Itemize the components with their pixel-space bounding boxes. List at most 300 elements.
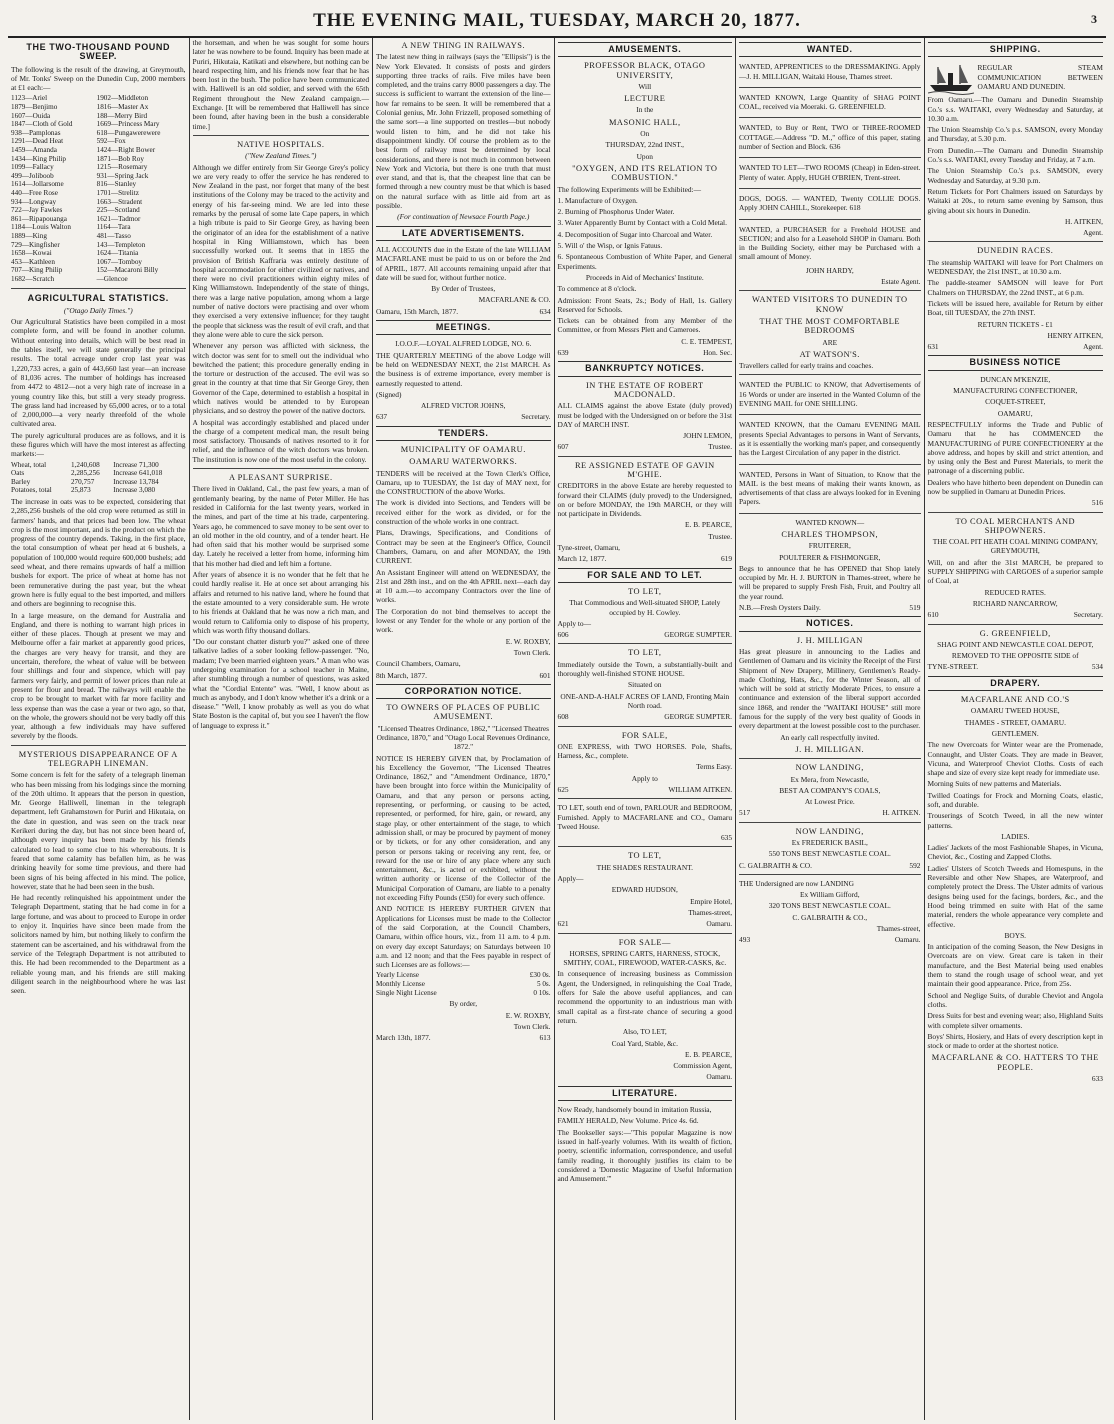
table-row: Oats 2,285,256 Increase 641,018 [11,469,163,478]
shipping-role: Agent. [1083,228,1103,238]
tolet-text: ONE-AND-A-HALF ACRES OF LAND, Fronting Main North road. [560,691,730,710]
bankruptcy-header [558,361,733,376]
milligan-sign: J. H. MILLIGAN. [795,744,865,754]
gavin-sign: E. B. PEARCE, [685,520,733,530]
landing-text: 550 TONS BEST NEWCASTLE COAL. [768,849,891,859]
wanted-ad: WANTED, to Buy or Rent, TWO or THREE-ROOMED COTTAGE.—Address "D. M.," office of this paper, stating number of Section and Block. 636 [739,123,921,152]
landing-text: Ex FREDERICK BASIL, [791,838,868,847]
shipping-header [928,42,1104,57]
tenders-header [376,426,551,441]
races-heading: DUNEDIN RACES. [977,246,1054,256]
notices-title: NOTICES. [806,618,854,629]
macfarlane-text: In anticipation of the coming Season, the New Designs in Overcoats are on view. Great care is taken in their manufacture, and the Best Material being used enables them to stand the rough usage of school wear, and yet maintain their good appearance. Price, from 25s. [927,942,1103,989]
tender-place: Council Chambers, Oamaru, [376,659,461,669]
tender-paragraph: The Corporation do not bind themselves to accept the lowest or any Tender for the whole or any portion of the work. [376,606,551,635]
late-firm: MACFARLANE & CO. [478,295,551,305]
bankruptcy-estate: IN THE ESTATE OF ROBERT MACDONALD. [585,380,704,399]
column-2 [190,38,374,1420]
thompson-heading: WANTED KNOWN— [795,517,865,527]
divider [928,624,1104,625]
wanted-ad: WANTED the PUBLIC to KNOW, that Advertisements of 16 Words or under are inserted in the Wanted Column of the EVENING MAIL for ONE SHILLING. [739,380,921,409]
table-row: Monthly License 5 0s. [376,980,551,989]
tender-works: OAMARU WATERWORKS. [409,457,518,467]
divider [739,513,920,514]
steamship-icon [928,61,974,95]
table-row: Yearly License £30 0s. [376,971,551,980]
rail-continuation: (For continuation of Newsace Fourth Page.) [397,212,530,222]
bankruptcy-sign: JOHN LEMON, [683,431,733,441]
table-row: 707—King Philip 152—Macaroni Billy [11,266,159,275]
divider [928,512,1104,513]
gavin-notice: CREDITORS in the above Estate are hereby requested to forward their CLAIMS (duly proved) to the Undersigned, on or before MONDAY, the 19th MARCH, or they will not participate in Dividends. [557,481,733,519]
shipping-heading: REGULAR STEAM COMMUNICATION BETWEEN OAMARU AND DUNEDIN. [977,63,1103,91]
sweep-intro: The following is the result of the drawing, at Greymouth, of Mr. Tonks' Sweep on the Dunedin Cup, 2000 members at £1 each:— [11,64,186,93]
table-row: 453—Kathleen 1067—Tomboy [11,257,143,266]
tolet-text: Apply— [557,874,584,884]
corporation-by: By order, [449,999,478,1009]
native-title: NATIVE HOSPITALS. [237,139,325,149]
table-row: 1434—King Philip 1871—Bob Roy [11,154,144,163]
corporation-to: TO OWNERS OF PLACES OF PUBLIC AMUSEMENT. [386,703,541,722]
divider [11,745,186,746]
tolet-text: THE SHADES RESTAURANT. [596,862,693,872]
bankruptcy-footer: 607 Trustee. [557,442,733,452]
surprise-paragraph: "Do our constant chatter disturb you?" asked one of three talkative ladies of a sober looking fellow-passenger. "No, madam; I've been married eighteen years." A man who was undergoing examination for a school teacher in Maine, after stumbling through a number of questions, was asked what the "Cordial Entente" was. "Well, I know about as much as anybody, and I don't know whether it's a drink or a disease." "Well, I know probably as well as you do what State Boston is the capital of, but you see I haven't the flow of language to express it." [192,637,370,730]
macfarlane-heading: MACFARLANE AND CO.'S [960,695,1070,705]
table-row: Potatoes, total 25,873 Increase 3,080 [11,486,156,495]
tolet-text: Thames-street, [688,907,733,917]
literature-header [558,1086,733,1101]
corporation-header [376,684,551,699]
divider [739,290,920,291]
milligan-text: An early call respectfully invited. [780,732,880,742]
ad-number: 516 [1091,498,1103,508]
corporation-footer: March 13th, 1877. 613 [376,1033,551,1043]
races-tickets: RETURN TICKETS - £1 [977,319,1053,329]
lecture-text: Tickets can be obtained from any Member of the Committee, or from Messrs Plett and Cameroes. [557,316,733,335]
business-header [928,355,1104,370]
divider [558,798,733,799]
divider [558,456,733,457]
wanted-text: Travellers called for early trains and coaches. [739,361,874,371]
notices-header [739,616,920,631]
corporation-role: Town Clerk. [513,1021,551,1031]
wanted-ad: WANTED, Persons in Want of Situation, to Know that the MAIL is the best means of making their wants known, as advertisements of that class are always looked for in Evening Papers. [739,469,921,507]
landing-text: C. GALBRAITH & CO., [792,912,868,922]
literature-text: Now Ready, handsomely bound in imitation Russia, [557,1105,712,1115]
landing-footer: C. GALBRAITH & CO. 592 [739,860,921,870]
meetings-title: MEETINGS. [435,322,491,333]
list-item: 5. Will o' the Wisp, or Ignis Fatuus. [557,241,663,251]
table-row: 499—Joliboob 931—Spring Jack [11,171,149,180]
macfarlane-text: Boys' Shirts, Hosiery, and Hats of every description kept in stock or made to order at the shortest notice. [927,1031,1103,1051]
macfarlane-subhead: BOYS. [1004,930,1027,940]
business-name: DUNCAN M'KENZIE, [980,374,1051,384]
late-title: LATE ADVERTISEMENTS. [402,227,525,238]
landing-text: BEST AA COMPANY'S COALS, [779,785,881,795]
late-footer: Oamaru, 15th March, 1877. 634 [376,306,551,316]
wanted-heading: THAT THE MOST COMFORTABLE BEDROOMS [759,316,900,336]
forsale-text: E. B. PEARCE, [685,1049,733,1059]
lecture-text: Admission: Front Seats, 2s.; Body of Hall, 1s. Gallery Reserved for Schools. [557,295,733,314]
table-row: 1614—Jollarsome 816—Stanley [11,180,137,189]
divider [193,468,370,469]
wanted-ad: DOGS, DOGS. — WANTED, Twenty COLLIE DOGS. Apply JOHN CAHILL, Storekeeper. 618 [739,193,921,213]
shipping-text: Return Tickets for Port Chalmers issued on Saturdays by Waitaki at 20s., to return same evening by Samson, thus giving about six hours in Dunedin. [927,186,1103,215]
list-item: 4. Decomposition of Sugar into Charcoal and Water. [557,229,713,239]
tender-sign: E. W. ROXBY, [505,636,551,646]
thompson-text: Begs to announce that he has OPENED that Shop lately occupied by Mr. H. J. BURTON in Thames-street, where he will be prepared to supply Fresh Fish, Fruit, and Poultry all the year round. [739,563,921,601]
divider [558,933,733,934]
tolet-text: EDWARD HUDSON, [611,885,678,895]
macfarlane-text: Trouserings of Scotch Tweed, in all the new winter patterns. [927,811,1103,830]
tolet-footer: 608 GEORGE SUMPTER. [557,712,733,722]
macfarlane-text: Ladies' Ulsters of Scotch Tweeds and Homespuns, in the Reversible and other New Shapes, are Waterproof, and completely protect the Dress. The Ulster admits of various designs being used for the facings, borders, &c., and the Hood being trimmed en suite with Hat of the same material, renders the whole appearance very complete and effective. [927,863,1103,929]
forsale-footer: 625 WILLIAM AITKEN. [557,785,733,794]
table-row: 1879—Benjimo 1816—Master Ax [11,103,149,112]
tolet-text: TO LET, south end of town, PARLOUR and BEDROOM, Furnished. Apply to MACFARLANE and CO., Oamaru Tweed House. [557,803,733,831]
tender-paragraph: An Assistant Engineer will attend on WEDNESDAY, the 21st and 28th inst., and on the 4th APRIL next—each day at 10 a.m.—to accompany Contractors over the line of works. [376,567,551,605]
lecture-hall: MASONIC HALL, [608,117,681,127]
column-5 [736,38,924,1420]
table-row: 722—Jay Fawkes 225—Scotland [11,206,140,215]
forsale-text: Commission Agent, [673,1061,733,1071]
page-number: 3 [1091,12,1098,26]
gavin-place: Tyne-street, Oamaru, [557,543,621,553]
corporation-title: CORPORATION NOTICE. [404,685,522,696]
landing-heading: NOW LANDING, [795,763,864,773]
landing-footer: 493 Oamaru. [739,935,921,945]
macfarlane-text: Twilled Coatings for Frock and Morning Coats, elastic, soft, and durable. [927,790,1103,809]
table-row: 1123—Ariel 1902—Middleton [11,94,149,103]
late-notice: ALL ACCOUNTS due in the Estate of the late WILLIAM MACFARLANE must be paid to us on or before the 2nd of APRIL, 1877. All accounts remaining unpaid after that date will be sued for, without further notice. [376,244,551,282]
column-4 [555,38,737,1420]
meeting-signed: (Signed) [376,389,402,399]
wanted-role: Estate Agent. [881,277,921,287]
macfarlane-text: The new Overcoats for Winter wear are the Promenade, Connaught, and Ulster Coats. They are made in Beaver, Vicuna, and Waterproof Cheviot Cloths. Costs of each shape and size of every size kept ready for immediate use. [927,740,1103,778]
coal-footer: 610 Secretary. [927,610,1103,620]
table-row: 1184—Louis Walton 1164—Tara [11,223,131,232]
native-paragraph: Whenever any person was afflicted with sickness, the witch doctor was sent for to smell out the individual who bewitched the patient; this procedure generally ending in the torture or destruction of the accused. The evil was so great in the country at that time that Sir George Grey, then Governor of the Cape, determined to establish a hospital in which natives would be attended to by European physicians, and so destroy the power of the native doctors. [192,341,370,416]
landing-text: THE Undersigned are now LANDING [739,878,854,888]
races-footer: 631 Agent. [927,342,1103,352]
landing-text: At Lowest Price. [804,797,855,807]
races-text: Tickets will be issued here, available for Return by either Boat, till TUESDAY, the 27th INST. [927,298,1103,318]
greenfield-footer: TYNE-STREET. 534 [927,662,1103,672]
divider [558,726,733,727]
wanted-heading: WANTED VISITORS TO DUNEDIN TO KNOW [752,295,908,314]
literature-title: LITERATURE. [612,1087,678,1098]
lecture-text: The following Experiments will be Exhibited:— [557,184,702,194]
agri-title: AGRICULTURAL STATISTICS. [27,292,169,303]
lecture-sign: C. E. TEMPEST, [681,336,733,346]
business-trade: MANUFACTURING CONFECTIONER, [953,386,1078,396]
column-1 [8,38,190,1420]
meeting-name: ALFRED VICTOR JOHNS, [421,401,506,411]
table-row: 934—Longway 1663—Stradent [11,197,143,206]
races-text: The steamship WAITAKI will leave for Port Chalmers on WEDNESDAY, the 21st INST., at 10.30 a.m. [927,257,1103,277]
business-title: BUSINESS NOTICE [969,357,1061,368]
landing-footer: 517 H. AITKEN. [739,808,921,818]
table-row: 861—Ripapouanga 1621—Tadmor [11,214,141,223]
tolet-footer: 606 GEORGE SUMPTER. [557,630,733,640]
lecture-text: In the [636,105,654,115]
tolet-heading: TO LET, [628,648,662,658]
shipping-block [928,61,1104,95]
mystery-paragraph: He had recently relinquished his appointment under the Telegraph Department, stating that he had come in for a large fortune, and was about to proceed to Europe in order to enjoy it. Inquiries have since been made from the solicitors named by him, but nothing likely to confirm the statement can be ascertained, and his withdrawal from the service of the Telegraph Department is not attributed to this. He had been recommended to the Department as a reliable young man, and his friends are still making diligent search in the neighbourhood where he was last seen. [11,893,186,996]
table-row: Barley 270,757 Increase 13,784 [11,477,159,486]
divider [739,822,920,823]
native-paragraph: A hospital was accordingly established and placed under the charge of a competent medical man, the result being most satisfactory. Thousands of natives resorted to it for relief, and the influence of the witch doctors was broken. The institution is now one of the most useful in the colony. [192,417,370,464]
wanted-text: ARE [822,337,838,347]
macfarlane-subhead: LADIES. [1001,831,1030,841]
thompson-trade: POULTERER & FISHMONGER, [779,552,881,562]
landing-text: Thames-street, [876,924,921,934]
business-text: Dealers who have hitherto been dependent on Dunedin can now be supplied in Oamaru at Dunedin Prices. [927,477,1103,496]
divider [11,288,186,289]
forsale-heading: FOR SALE, [621,730,668,740]
divider [928,241,1104,242]
agri-paragraph: The purely agricultural produces are as follows, and it is these figures which will have the most interest as affecting markets:— [11,430,186,459]
lecture-date: THURSDAY, 22nd INST., [605,140,685,150]
tolet-text: Empire Hotel, [690,896,733,906]
amusements-title: AMUSEMENTS. [608,44,682,54]
mystery-title: MYSTERIOUS DISAPPEARANCE OF A TELEGRAPH LINEMAN. [18,749,178,768]
wanted-header [739,42,920,57]
macfarlane-text: Dress Suits for best and evening wear; also, Highland Suits with complete silver ornaments. [927,1011,1103,1030]
divider [739,87,920,88]
tolet-heading: TO LET, [628,851,662,861]
divider [739,157,920,158]
wanted-ad: WANTED, a PURCHASER for a Freehold HOUSE and SECTION; and also for a Leasehold SHOP in Oamaru. Both in the Building Society, either may be Purchased with a small amount of Money. [739,224,921,262]
mystery-paragraph: Some concern is felt for the safety of a telegraph lineman who has been missing from his lodgings since the morning of the 20th ultimo. It appears that the person in question, Mr. George Halliwell, lineman in the telegraph department, left Grahamstown for Puriri and Hikutaia, on the date in question, and was seen on the track near Kerikeri during the day, but has not since been heard of, although every inquiry has been made by his friends calculated to lead to some clue to his whereabouts. It is feared that some calamity has befallen him, as he was drinking heavily for some time previous, and there had been signs of his being affected in his mind. The police, however, state that he had been seen in the bush. [11,770,186,891]
table-row: 1889—King 481—Tasso [11,231,131,240]
tender-paragraph: The work is divided into Sections, and Tenders will be received either for the work as divided, or for the construction of the whole works in one contract. [376,498,551,527]
thompson-footer: N.B.—Fresh Oysters Daily. 519 [739,603,921,613]
divider [739,874,920,875]
gavin-title: RE ASSIGNED ESTATE OF GAVIN M'GHIE. [574,460,715,479]
tender-paragraph: TENDERS will be received at the Town Clerk's Office, Oamaru, up to TUESDAY, the 1st day of MAY next, for the CONSTRUCTION of the above Works. [376,468,551,497]
lecture-text: Upon [636,151,653,161]
macfarlane-text: OAMARU TWEED HOUSE, [970,706,1060,716]
corporation-paragraph: AND NOTICE IS HEREBY FURTHER GIVEN that Applications for Licenses must be made to the Collector of the said Corporation, at the Council Chambers, Oamaru, within office hours, viz., from 11 a.m. to 4 p.m. on every day except Saturdays; on Saturdays between 10 a.m. and 12 noon; and that the Fees payable in respect of such Licenses are as follows:— [376,904,551,970]
list-item: 3. Water Apparently Burnt by Contact with a Cold Metal. [557,218,727,228]
drapery-title: DRAPERY. [990,677,1041,688]
divider [558,846,733,847]
greenfield-heading: G. GREENFIELD, [979,628,1051,638]
macfarlane-subhead: GENTLEMEN. [991,728,1039,738]
divider [739,414,920,415]
agri-paragraph: Our Agricultural Statistics have been compiled in a most complete form, and will be found in another column. Without entering into details, which will be best read in the tables itself, we will state generally the principal results. The total acreage under crop last year was 1,220,733 acres, a gain of 443,660 last year—an increase of 81,036 acres. The number of holdings has increased from 4472 to 4812—not a very high rate of increase in a young country like this, but still a very steady progress. The grass land had increased by 65,000 acres, or to a total of 2,000,000—a very nearly threefold of the whole cultivated area. [11,317,186,429]
greenfield-text: SHAG POINT AND NEWCASTLE COAL DEPOT, [937,639,1094,649]
tender-footer: 8th March, 1877. 601 [376,670,551,680]
table-row: 1459—Amanda 1424—Right Bower [11,146,156,155]
meeting-footer: 637 Secretary. [376,412,551,422]
bankruptcy-notice: ALL CLAIMS against the above Estate (duly proved) must be lodged with the Undersigned on or before the 31st DAY of MARCH INST. [557,401,733,429]
corporation-acts: "Licensed Theatres Ordinance, 1862," "Licensed Theatres Ordinance, 1870," and "Otago Local Revenues Ordinance, 1872." [376,723,550,752]
table-row: 1607—Ouida 188—Merry Bird [11,111,148,120]
coal-sign: RICHARD NANCARROW, [972,598,1058,608]
tender-municipality: MUNICIPALITY OF OAMARU. [400,444,526,454]
coal-rates: REDUCED RATES. [984,587,1046,597]
macfarlane-text: School and Neglige Suits, of durable Cheviot and Angola cloths. [927,990,1103,1009]
greenfield-text: REMOVED TO THE OPPOSITE SIDE of [951,651,1079,661]
macfarlane-text: THAMES - STREET, OAMARU. [964,717,1066,727]
divider [558,643,733,644]
surprise-paragraph: There lived in Oakland, Cal., the past few years, a man of gentlemanly bearing, by the name of Peter Miller. He has resided in California for the last twenty years, worked in the mines, and part of the time at his trade, carpentering. Years ago, he commenced to save money to be sent over to an old mother in the old country, and of a tender heart. He had often said that his mother would be surprised some day. Lately he received a letter from home, informing him that his mother had died and left him a fortune. [192,484,370,568]
sweep-title: THE TWO-THOUSAND POUND SWEEP. [26,42,171,62]
races-sign: HENRY AITKEN, [1047,330,1103,340]
table-row: 1658—Kowai 1624—Titania [11,249,139,258]
tolet-heading: TO LET, [628,586,662,596]
races-text: The paddle-steamer SAMSON will leave for Port Chalmers on THURSDAY, the 22nd INST., at 6 p.m. [927,278,1103,297]
tenders-title: TENDERS. [438,427,489,438]
shipping-text: From Dunedin.—The Oamaru and Dunedin Steamship Co.'s s.s. WAITAKI, every Tuesday and Friday, at 7 a.m. [927,145,1103,165]
surprise-title: A PLEASANT SURPRISE. [228,473,333,483]
thompson-trade: FRUITERER, [808,541,851,551]
tolet-text: That Commodious and Well-situated SHOP, Lately occupied by H. Cowley. [569,598,721,617]
sweep-table [11,94,186,283]
rail-paragraph: The latest new thing in railways (says the "Ellipsis") is the New York Elevated. It consists of posts and girders supporting three tracks of rails. Five miles have been completed, and the trains carry 8000 passengers a day. The success is sufficient to warrant the extension of the line—how far remains to be seen. It will be remembered that a Colonial genius, Mr. John Frizzell, proposed something of the same sort—a line supported on trestles—but nobody would listen to him, and he did not take his disappointment kindly. Of course the problem as to the best form of railway must be determined by local considerations, and there is not much in common between New York and Victoria, but there is one truth that must ever stand, and that is, that the cheapest line that can be formed through a new country must be that which is based on the natural surface with as little aid from art as possible. [376,52,551,211]
native-source: ("New Zealand Times.") [245,151,317,161]
shipping-text: The Union Steamship Co.'s p.s. SAMSON, every Wednesday and Saturday, at 9.30 p.m. [927,166,1103,185]
lecture-footer: 639 Hon. Sec. [557,348,733,358]
forsale-text: Coal Yard, Stable, &c. [611,1038,678,1048]
landing-heading: NOW LANDING, [795,826,864,836]
forsale-text: Apply to [631,773,658,783]
column-3 [373,38,555,1420]
coal-heading: TO COAL MERCHANTS AND SHIPOWNERS. [955,516,1076,535]
shipping-sign: H. AITKEN, [1065,216,1103,226]
milligan-text: Has great pleasure in announcing to the Ladies and Gentlemen of Oamaru and its vicinity the Receipt of the First Shipment of New Drapery, Millinery, Gentlemen's Ready-made Clothing, Hats, &c., for the Winter Season, all of which will be sold at strictly Moderate Prices, to ensure a continuance and extension of the liberal support accorded since 1868, and render the "WAITAKI HOUSE" still more famous for the supply of the very best quality of Goods in every department at the lowest possible cost to the purchaser. [739,646,921,731]
business-town: OAMARU, [997,408,1033,418]
tolet-footer: 621 Oamaru. [557,919,733,929]
list-item: 2. Burning of Phosphorus Under Water. [557,207,675,217]
table-row: 440—Free Rose 1701—Strelitz [11,189,139,198]
business-text: RESPECTFULLY informs the Trade and Public of Oamaru that he has COMMENCED the MANUFACTURING of PURE CONFECTIONERY at the above address, and hopes by skill and strict attention, and by using only the Best and Purest Materials, to merit the patronage of a discerning public. [927,419,1103,476]
surprise-paragraph: After years of absence it is no wonder that he felt that he could hardly realise it. He at once set about arranging his affairs and returned to his native land, where he found that the estate amounted to a very considerable sum. He wrote to his friends at Oakland that he was now a rich man, and would return to California only to dispose of his property, which was worth fifty thousand dollars. [192,570,370,635]
ad-number: 633 [1091,1074,1103,1084]
list-item: 6. Spontaneous Combustion of White Paper, and General Experiments. [557,252,733,271]
table-row: 1099—Fallacy 1215—Rosemary [11,163,148,172]
meeting-notice: THE QUARTERLY MEETING of the above Lodge will be held on WEDNESDAY NEXT, the 21st MARCH. As the business is of extreme importance, every member is earnestly requested to attend. [376,350,551,388]
fees-table [376,971,551,997]
gavin-footer: March 12, 1877. 619 [557,554,733,564]
landing-text: Ex William Gifford, [799,890,860,900]
column-6 [925,38,1107,1420]
table-row: 1847—Cloth of Gold 1669—Princess Mary [11,120,160,129]
lecture-text: To commence at 8 o'clock. [557,284,637,294]
thompson-name: CHARLES THOMPSON, [781,529,879,539]
sale-title: FOR SALE AND TO LET. [587,569,703,580]
shipping-text: The Union Steamship Co.'s p.s. SAMSON, every Monday and Thursday, at 5.30 p.m. [927,125,1103,144]
divider [739,188,920,189]
wanted-ad: WANTED TO LET—TWO ROOMS (Cheap) in Eden-street. Plenty of water. Apply, HUGH O'BRIEN, Trent-street. [739,163,921,182]
wanted-ad: WANTED KNOWN, Large Quantity of SHAG POINT COAL, received via Moeraki. G. GREENFIELD. [739,92,921,112]
business-street: COQUET-STREET, [985,397,1046,407]
table-row: Wheat, total 1,240,608 Increase 71,300 [11,460,159,469]
lecture-text: Will [638,81,652,91]
lecture-subject: "OXYGEN, AND ITS RELATION TO COMBUSTION." [572,163,718,183]
landing-text: Ex Mera, from Newcastle, [790,774,869,784]
forsale-heading: FOR SALE— [618,937,671,947]
forsale-text: In consequence of increasing business as Commission Agent, the Undersigned, in relinquishing the Coal Trade, offers for Sale the above useful appliances, and can recommend the opportunity to an industrious man with small capital as a first-rate chance of securing a good return. [557,969,733,1025]
meetings-header [376,320,551,335]
tender-role: Town Clerk. [513,647,551,657]
halliwell-paragraph: the horseman, and when he was sought for some hours later he was nowhere to be found. Inquiry has been made at Puriri, Hikutaia, Katikati and elsewhere, but nothing can be heard respecting him, and his friends now fear that he has been lost in the bush. The police have been communicated with. Halliwell is an old soldier, and served with the 65th Regiment throughout the New Zealand campaign.—Exchange. [It will be remembered that Halliwell has since been found, after having been in the bush a considerable time.] [192,38,370,131]
macfarlane-footer: MACFARLANE & CO. HATTERS TO THE PEOPLE. [931,1053,1099,1072]
tolet-text: Apply to— [557,618,591,628]
tolet-text: Situated on [628,680,662,690]
rail-title: A NEW THING IN RAILWAYS. [401,41,526,50]
masthead-title: THE EVENING MAIL, TUESDAY, MARCH 20, 1877. [313,10,801,31]
meeting-lodge: I.O.O.F.—LOYAL ALFRED LODGE, NO. 6. [395,339,532,349]
ad-number: 635 [720,833,733,843]
landing-text: 320 TONS BEST NEWCASTLE COAL. [768,901,891,911]
table-row: Single Night License 0 10s. [376,988,551,997]
lecture-heading: LECTURE [624,94,666,104]
macfarlane-text: Ladies' Jackets of the most Fashionable Shapes, in Vicuna, Cheviot, &c., Costing and Zapped Cloths. [927,843,1103,862]
divider [739,374,920,375]
tender-paragraph: Plans, Drawings, Specifications, and Conditions of Contract may be seen at the Engineer's Office, Council Chambers, Oamaru, on and after MONDAY, the 19th CURRENT. [376,528,551,566]
sale-header [558,568,733,583]
table-row: 1291—Dead Heat 592—Fox [11,137,126,146]
divider [739,464,920,465]
wanted-heading: AT WATSON'S. [799,349,860,359]
wanted-ad: WANTED KNOWN, that the Oamaru EVENING MAIL presents Special Advantages to persons in Want of Servants, as it is essentially the working man's paper, and consequently has the Largest Circulation of any paper in the district. [739,420,921,458]
native-paragraph: Although we differ entirely from Sir George Grey's policy we are very ready to offer the service he has rendered to New Zealand in the past, nor forget that many of the best institutions of the Colony may be traced to the activity and energy of his far-seeing mind. We are led into these remarks by the perusal of some late Cape papers, in which a high tribute is paid to Sir George Grey, as having been the originator of an idea for the establishment of a native hospital in King Williamstown, which has been successfully worked out. It seems that in 1855 the provision of British Kaffraria was entirely destitute of hospital accommodation for either civilized or natives, and there were no civil practitioners within eighty miles of King Williamstown. Independently of the state of things, there was a large native population, among whom a large number of native doctors were practising and over whom they exercised a very extensive influence; for they taught the people that sickness was the result of evil craft, and that they alone were able to cure the sick person. [192,162,370,339]
lecture-professor: PROFESSOR BLACK, OTAGO UNIVERSITY, [584,61,706,80]
forsale-text: ONE EXPRESS, with TWO HORSES. Pole, Shafts, Harness, &c., complete. [557,741,733,761]
wanted-ad: WANTED, APPRENTICES to the DRESSMAKING. Apply—J. H. MILLIGAN, Waitaki House, Thames street. [739,62,921,81]
divider [739,219,920,220]
macfarlane-text: Morning Suits of new patterns and Materials. [927,779,1062,789]
shipping-title: SHIPPING. [989,44,1041,54]
coal-text: THE COAL PIT HEATH COAL MINING COMPANY, GREYMOUTH, [932,537,1098,556]
forsale-text: Terms Easy. [696,762,733,772]
lecture-text: On [640,129,650,139]
bankruptcy-title: BANKRUPTCY NOTICES. [585,363,705,374]
lecture-text: Proceeds in Aid of Mechanics' Institute. [585,272,704,282]
agri-paragraph: The increase in oats was to be expected, considering that 2,285,256 bushels of the old crop were returned as still in farmers' hands, and that prices had been low. The wheat crop is the most important, and is the product on which the progress of the country depends. Taking, in the first place, the total consumption of wheat per head at 6 bushels, a population of 100,000 would require 600,000 bushels; add seed wheat, and there remains upwards of half a million bushels for export. The price of wheat at home has not been remunerative during the past year, but the wheat grown here is fully equal to the best imported, and millers and others are beginning to recognise this. [11,496,186,609]
wanted-title: WANTED. [806,44,853,54]
drapery-header [928,676,1104,691]
literature-text: The Bookseller says:—"This popular Magazine is now issued in half-yearly volumes. With its wealth of fiction, poetry, scientific information, correspondence, and useful family reading, it thoroughly justifies its claim to be considered a 'Domestic Magazine of Useful Information and Amusement.'" [557,1127,733,1184]
corporation-sign: E. W. ROXBY, [505,1010,551,1020]
forsale-text: Also, TO LET, [622,1027,667,1037]
wanted-sign: JOHN HARDY, [805,265,854,275]
table-row: 729—Kingfisher 143—Templeton [11,240,146,249]
table-row: 1682—Scratch —Glencoe [11,274,128,283]
late-by: By Order of Trustees, [431,284,496,294]
list-item: 1. Manufacture of Oxygen. [557,195,638,205]
agri-paragraph: In a large measure, on the demand for Australia and England, and there is nothing to warrant high prices in either of these places. Though at present we may and Melbourne offer a fair market at apparently good prices, the charges are very heavy for transit, and they are uncertain, therefore, the wheat of value will be between four shillings and four and sixpence, which will pay farmers very fairly, and permit of lower prices than rule at present for flour and bread. The railways will enable the crop to be brought to market with far more facility and less expense than was the case a year or two ago, so that, on the whole, the growers should not be very badly off this year, although a few individuals may have suffered severely by the floods. [11,610,186,741]
divider [739,117,920,118]
late-header [376,226,551,241]
coal-text: Will, on and after the 31st MARCH, be prepared to SUPPLY SHIPPING with CARGOES of a superior sample of Coal, at [927,557,1103,586]
corporation-paragraph: NOTICE IS HEREBY GIVEN that, by Proclamation of his Excellency the Governor, "The Licensed Theatres Ordinance, 1862," and "Amendment Ordinance, 1870," have been brought into force within the Municipality of Oamaru, and that any person or persons acting, representing, or performing, or causing to be acted, represented, or performed, for hire, gain, or reward, any stage play, or other entertainment of the stage, to which admission shall, or may be procured by payment of money or by tickets, or for any other consideration, and any person or persons taking or receiving any rent, fee, or reward for the use or hire of any place where any such entertainment, &c., is acted or exhibited, without the written authority or license of the Collector of the Municipal Corporation of Oamaru, are liable to a penalty not exceeding Fifty Pounds (£50) for every such offence. [376,753,551,903]
forsale-text: Oamaru. [706,1072,733,1082]
divider [739,758,920,759]
divider [193,135,370,136]
amusements-header [558,42,733,57]
table-row: 938—Pamplonas 618—Pungawerewere [11,128,161,137]
masthead [8,6,1106,38]
forsale-text: HORSES, SPRING CARTS, HARNESS, STOCK, SMITHY, COAL, FIREWOOD, WATER-CASKS, &c. [563,948,727,968]
agri-source: ("Otago Daily Times.") [63,305,133,315]
tolet-text: Immediately outside the Town, a substantially-built and thoroughly well-finished STONE HOUSE. [557,659,733,679]
gavin-role: Trustee. [708,531,733,541]
